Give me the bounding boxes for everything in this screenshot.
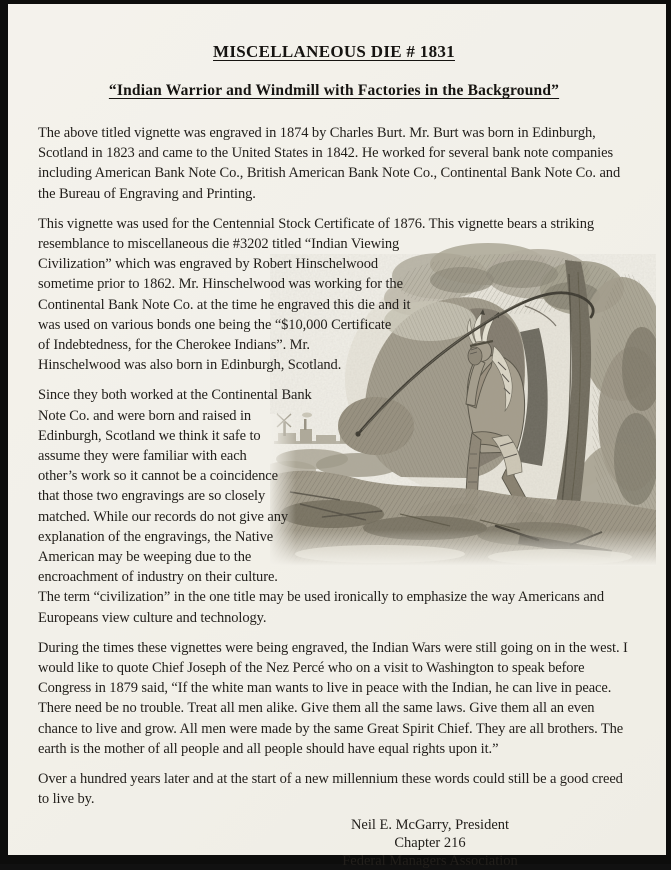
paragraph-5	[38, 769, 630, 809]
page-title: MISCELLANEOUS DIE # 1831	[38, 42, 630, 62]
signature-name: Neil E. McGarry, President	[230, 816, 630, 834]
paragraph-4	[38, 638, 630, 759]
paragraph-1-text: The above titled vignette was engraved in 1874 by Charles Burt. Mr. Burt was born in Edinburgh, Scotland in 1823 and came to the United States in 1842. He worked for several bank note companies including American Bank Note Co., British American Bank Note Co., Continental Bank Note Co. and the Bureau of Engraving and Printing.	[38, 125, 620, 202]
document-page	[8, 4, 666, 855]
signature-chapter: Chapter 216	[230, 834, 630, 852]
paragraph-1	[38, 123, 630, 204]
paragraph-4-text: During the times these vignettes were being engraved, the Indian Wars were still going on in the west. I would like to quote Chief Joseph of the Nez Percé who on a visit to Washington to speak before Congress in 1879 said, “If the white man wants to live in peace with the Indian, he can live in peace. There need be no trouble. Treat all men alike. Give them all the same laws. Give them all an even chance to live and grow. All men were made by the same Great Spirit Chief. They are all brothers. The earth is the mother of all people and all people should have equal rights upon it.”	[38, 640, 628, 757]
paragraph-2	[38, 214, 630, 376]
paragraph-2-text: This vignette was used for the Centennial Stock Certificate of 1876. This vignette bears a striking resemblance to miscellaneous die #3202 titled “Indian Viewing Civilization” which was engraved by Robert Hinschelwood sometime prior to 1862. Mr. Hinschelwood was working for the Continental Bank Note Co. at the time he engraved this die and it was used on various bonds one being the “$10,000 Certificate of Indebtedness, for the Cherokee Indians”. Mr. Hinschelwood was also born in Edinburgh, Scotland.	[38, 216, 594, 373]
signature-block	[38, 816, 630, 870]
paragraph-5-text: Over a hundred years later and at the start of a new millennium these words could still be a good creed to live by.	[38, 771, 623, 807]
signature-organization: Federal Managers Association	[230, 852, 630, 870]
page-subtitle: “Indian Warrior and Windmill with Factories in the Background”	[38, 82, 630, 100]
paragraph-3-text: Since they both worked at the Continental Bank Note Co. and were born and raised in Edinburgh, Scotland we think it safe to assume they were familiar with each other’s work so it cannot be a coincidence that those two engravings are so closely matched. While our records do not give any explanation of the engravings, the Native American may be weeping due to the encroachment of industry on their culture. The term “civilization” in the one title may be used ironically to emphasize the way Americans and Europeans view culture and technology.	[38, 387, 604, 625]
